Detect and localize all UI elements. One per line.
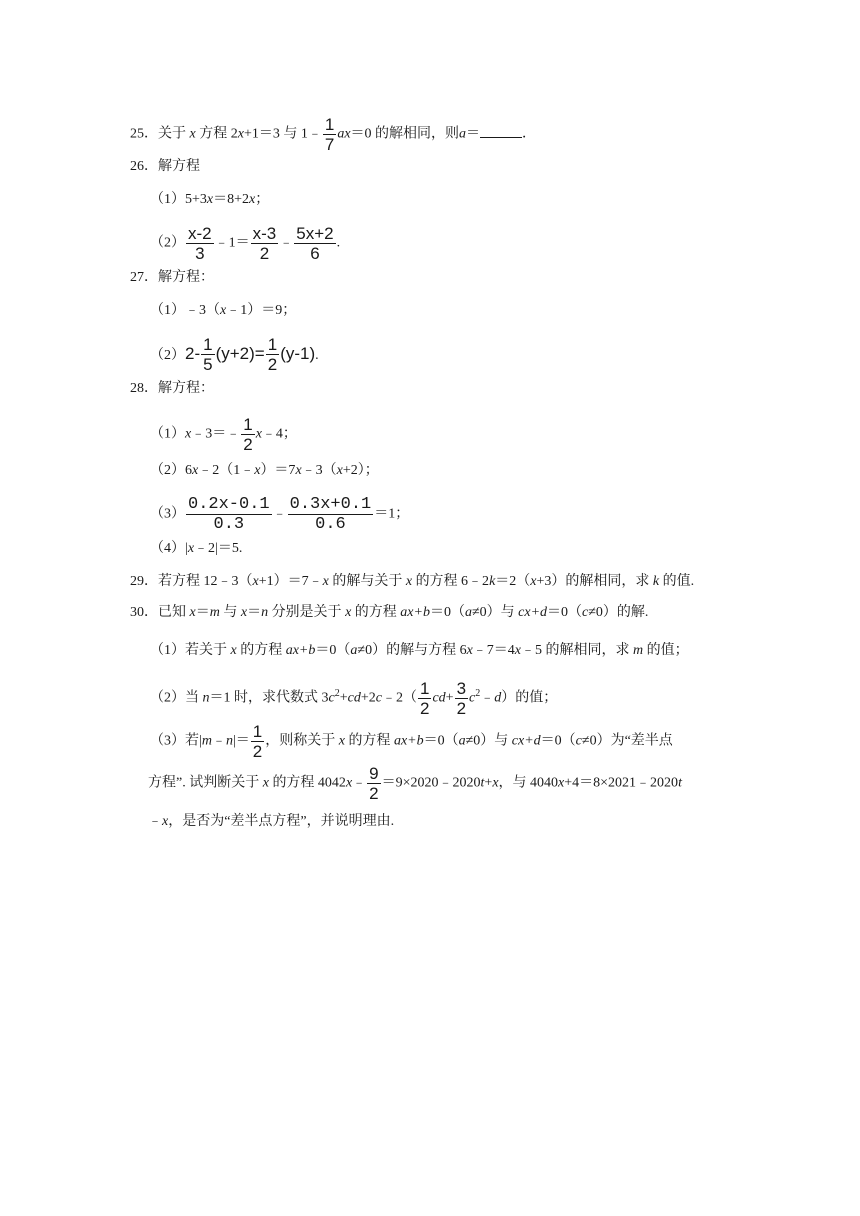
- text: (y-1): [280, 343, 316, 363]
- variable: c: [469, 690, 476, 706]
- text: |: [185, 541, 188, 556]
- text: ﹣2（: [381, 690, 417, 706]
- variable: c: [575, 733, 582, 749]
- text: ＝0（: [429, 605, 465, 620]
- exponent: 2: [475, 688, 481, 700]
- variable: n: [225, 733, 233, 749]
- question-number: 29．: [130, 574, 158, 589]
- text: ＝0（: [315, 643, 351, 658]
- variable: a: [458, 733, 466, 749]
- fraction: [266, 336, 279, 373]
- text: ＝0（: [423, 733, 459, 749]
- variable: ax+b: [285, 643, 316, 658]
- variable: x: [192, 463, 199, 478]
- text: +: [484, 775, 493, 791]
- question-28-part-2: [150, 461, 379, 481]
- exponent: 2: [334, 688, 340, 700]
- text: ﹣7＝4: [472, 643, 515, 658]
- text: 的方程 6﹣2: [415, 574, 490, 589]
- question-title: 解方程: [158, 159, 200, 174]
- variable: c: [582, 605, 589, 620]
- part-label: （3）: [150, 733, 185, 749]
- numerator: 1: [203, 335, 213, 354]
- question-30-part-3: [150, 723, 673, 760]
- text: ＝0 的解相同，则: [350, 126, 460, 142]
- text: +1）＝7﹣: [258, 574, 323, 589]
- text: 分别是关于: [271, 605, 342, 620]
- text: 2-: [185, 343, 201, 363]
- question-27-part-2: [150, 336, 319, 373]
- denominator: 2: [267, 355, 278, 374]
- question-26: [130, 157, 200, 177]
- variable: x: [255, 426, 262, 442]
- question-27: [130, 268, 214, 288]
- text: ．: [522, 126, 537, 142]
- text: ；: [255, 192, 270, 207]
- numerator: 1: [267, 335, 278, 354]
- variable: m: [633, 643, 644, 658]
- variable: x: [295, 463, 302, 478]
- denominator: 6: [310, 244, 320, 263]
- part-label: （2）: [150, 690, 185, 706]
- fraction: [455, 680, 468, 717]
- denominator: 3: [195, 244, 205, 263]
- numerator: 9: [369, 764, 379, 783]
- part-label: （2）: [150, 235, 185, 251]
- text: ＝1 时，求代数式 3: [209, 690, 329, 706]
- text: +4＝8×2021﹣2020: [564, 775, 679, 791]
- variable: t: [678, 775, 682, 791]
- text: ﹣: [272, 506, 287, 522]
- text: ﹣5 的解相同，求: [521, 643, 630, 658]
- variable: ax: [337, 126, 351, 142]
- question-30: [130, 603, 648, 623]
- fraction: [201, 336, 214, 373]
- question-number: 30．: [130, 605, 158, 620]
- variable: m: [209, 605, 220, 620]
- fraction: [367, 765, 380, 802]
- text: .: [336, 235, 341, 251]
- denominator: 2: [419, 699, 430, 718]
- fraction: [186, 225, 214, 262]
- text: 的解与关于: [328, 574, 403, 589]
- answer-blank[interactable]: [480, 123, 522, 138]
- part-label: （1）: [150, 426, 185, 442]
- text: +2）；: [342, 463, 379, 478]
- question-number: 25．: [130, 126, 158, 142]
- question-26-part-2: [150, 225, 340, 262]
- question-28-part-4: [150, 539, 242, 559]
- text: ﹣3（: [185, 303, 220, 318]
- variable: x: [558, 775, 565, 791]
- text: 方程”. 试判断关于: [148, 775, 260, 791]
- denominator: 2: [252, 742, 263, 761]
- question-30-part-3-end: [148, 812, 394, 832]
- part-label: （1）: [150, 303, 185, 318]
- question-30-part-3-cont: [148, 765, 682, 802]
- part-label: （3）: [150, 506, 185, 522]
- variable: k: [652, 574, 660, 589]
- variable: k: [489, 574, 496, 589]
- variable: x: [322, 574, 329, 589]
- text: +2: [360, 690, 376, 706]
- variable: t: [480, 775, 485, 791]
- variable: x: [189, 126, 196, 142]
- question-number: 28．: [130, 381, 158, 396]
- text: ﹣4；: [261, 426, 297, 442]
- text: ＝8+2: [213, 192, 250, 207]
- fraction: [251, 723, 264, 760]
- variable: cd: [432, 690, 446, 706]
- variable: cd: [347, 690, 361, 706]
- variable: a: [464, 605, 472, 620]
- part-label: （4）: [150, 541, 185, 556]
- numerator: 3: [456, 679, 467, 698]
- variable: n: [202, 690, 210, 706]
- text: ≠0）与: [471, 605, 515, 620]
- text: 的值；: [646, 643, 689, 658]
- variable: x: [185, 426, 192, 442]
- text: +: [339, 690, 348, 706]
- text: ，则称关于: [265, 733, 336, 749]
- text: 方程 2: [199, 126, 238, 142]
- fraction: [241, 416, 254, 453]
- text: ﹣1＝: [214, 235, 250, 251]
- text: ﹣: [148, 814, 162, 829]
- question-26-part-1: [150, 190, 269, 210]
- text: ，是否为“差半点方程”，并说明理由.: [168, 814, 395, 829]
- text: .: [315, 347, 319, 363]
- numerator: 0.2x-0.1: [188, 495, 270, 514]
- text: +: [445, 690, 454, 706]
- variable: x: [237, 126, 244, 142]
- variable: x: [206, 192, 214, 207]
- variable: a: [459, 126, 467, 142]
- part-label: （1）: [150, 192, 185, 207]
- text: ＝0（: [547, 605, 583, 620]
- text: 5+3: [185, 192, 207, 207]
- text: ）＝7: [260, 463, 296, 478]
- variable: x: [492, 775, 499, 791]
- denominator: 5: [203, 355, 213, 374]
- part-label: （2）: [150, 463, 185, 478]
- variable: x: [514, 643, 522, 658]
- text: ﹣3（: [301, 463, 337, 478]
- numerator: 1: [419, 679, 430, 698]
- variable: x: [240, 605, 248, 620]
- text: ＝9×2020﹣2020: [381, 775, 481, 791]
- variable: c: [375, 690, 382, 706]
- text: ≠0）与: [465, 733, 509, 749]
- variable: cx+d: [511, 733, 541, 749]
- numerator: 1: [324, 115, 335, 134]
- question-30-part-2: [150, 680, 557, 717]
- text: ＝1；: [374, 506, 410, 522]
- fraction: [418, 680, 431, 717]
- text: 的值.: [662, 574, 695, 589]
- text: ﹣2|＝5.: [194, 541, 243, 556]
- numerator: 1: [243, 415, 253, 434]
- question-title: 解方程：: [158, 270, 214, 285]
- variable: d: [494, 690, 502, 706]
- variable: n: [261, 605, 269, 620]
- question-27-part-1: [150, 301, 296, 321]
- text: 与: [223, 605, 238, 620]
- variable: x: [187, 541, 195, 556]
- denominator: 2: [369, 784, 379, 803]
- text: 若方程 12﹣3（: [158, 574, 253, 589]
- denominator: 7: [324, 135, 335, 154]
- numerator: 5x+2: [296, 224, 334, 243]
- text: (y+2)=: [215, 343, 265, 363]
- variable: x: [338, 733, 345, 749]
- text: ＝: [247, 605, 262, 620]
- numerator: 0.3x+0.1: [289, 495, 372, 514]
- question-title: 解方程：: [158, 381, 214, 396]
- text: 的方程: [240, 643, 283, 658]
- fraction: [186, 496, 272, 533]
- variable: x: [220, 303, 227, 318]
- variable: a: [350, 643, 358, 658]
- variable: c: [328, 690, 335, 706]
- text: ＝0（: [540, 733, 576, 749]
- question-29: [130, 572, 694, 592]
- text: ＝: [195, 605, 210, 620]
- variable: x: [345, 775, 353, 791]
- variable: x: [230, 643, 237, 658]
- denominator: 0.3: [213, 515, 245, 534]
- question-number: 27．: [130, 270, 158, 285]
- text: ≠0）的解.: [588, 605, 649, 620]
- variable: x: [189, 605, 196, 620]
- text: ﹣3＝﹣: [191, 426, 241, 442]
- numerator: 1: [252, 722, 263, 741]
- text: 若|: [185, 733, 202, 749]
- text: 的方程: [348, 733, 391, 749]
- text: +3）的解相同，求: [536, 574, 650, 589]
- question-28-part-3: [150, 496, 409, 533]
- variable: x: [466, 643, 473, 658]
- numerator: x-3: [252, 224, 277, 243]
- text: ，与 4040: [498, 775, 559, 791]
- part-label: （1）: [150, 643, 185, 658]
- fraction: [323, 116, 336, 153]
- text: ＝2（: [495, 574, 531, 589]
- question-28: [130, 379, 214, 399]
- text: ﹣: [279, 235, 294, 251]
- text: ﹣: [480, 690, 495, 706]
- question-number: 26．: [130, 159, 158, 174]
- text: ）的值；: [501, 690, 558, 706]
- denominator: 0.6: [315, 515, 346, 534]
- question-30-part-1: [150, 641, 689, 661]
- text: 关于: [158, 126, 186, 142]
- variable: ax+b: [400, 605, 430, 620]
- text: 已知: [158, 605, 186, 620]
- fraction: [294, 225, 335, 262]
- text: ≠0）为“差半点: [581, 733, 673, 749]
- text: ≠0）的解与方程 6: [357, 643, 467, 658]
- variable: ax+b: [393, 733, 424, 749]
- text: 6: [185, 463, 192, 478]
- text: 的方程: [354, 605, 397, 620]
- variable: x: [530, 574, 537, 589]
- numerator: x-2: [188, 224, 212, 243]
- question-25: [130, 116, 536, 153]
- variable: x: [162, 814, 169, 829]
- variable: x: [336, 463, 343, 478]
- denominator: 2: [243, 435, 253, 454]
- variable: x: [252, 574, 259, 589]
- fraction: [251, 225, 279, 262]
- part-label: （2）: [150, 347, 185, 363]
- text: ﹣: [211, 733, 226, 749]
- fraction: [288, 496, 374, 533]
- variable: x: [345, 605, 352, 620]
- variable: x: [405, 574, 413, 589]
- denominator: 2: [456, 699, 467, 718]
- variable: m: [201, 733, 212, 749]
- text: ﹣2（1﹣: [198, 463, 255, 478]
- text: 若关于: [185, 643, 227, 658]
- variable: x: [262, 775, 269, 791]
- variable: x: [254, 463, 261, 478]
- text: ＝: [466, 126, 481, 142]
- denominator: 2: [259, 244, 270, 263]
- text: 当: [185, 690, 199, 706]
- question-28-part-1: [150, 416, 297, 453]
- text: ﹣1）＝9；: [226, 303, 297, 318]
- text: ﹣: [352, 775, 367, 791]
- variable: cx+d: [518, 605, 548, 620]
- text: 的方程 4042: [272, 775, 346, 791]
- text: |＝: [232, 733, 250, 749]
- text: +1＝3 与 1﹣: [243, 126, 322, 142]
- variable: x: [249, 192, 256, 207]
